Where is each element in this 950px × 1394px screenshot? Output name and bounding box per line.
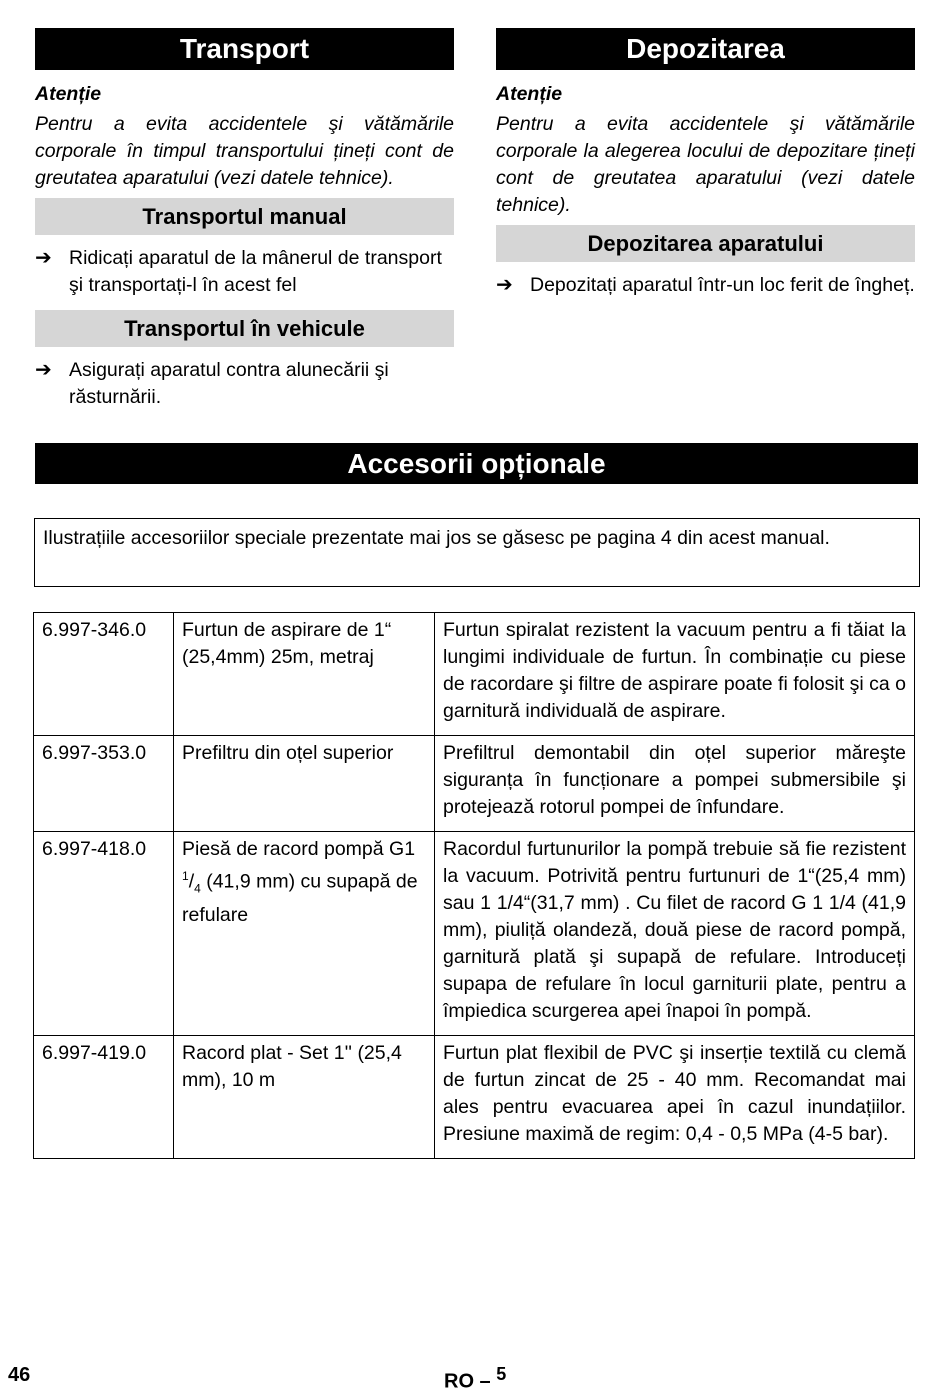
language-page-number: 5 [496, 1364, 507, 1384]
arrow-right-icon: ➔ [35, 247, 52, 269]
part-number: 6.997-419.0 [34, 1036, 174, 1159]
page-number: 46 [8, 1364, 31, 1386]
part-number: 6.997-346.0 [34, 613, 174, 736]
vehicle-transport-heading: Transportul în vehicule [35, 310, 454, 347]
device-storage-text: Depozitați aparatul într-un loc ferit de îngheț. [530, 274, 915, 296]
storage-attention-text: Pentru a evita accidentele şi vătămările corporale la alegerea locului de depozitare țineți cont de greutatea aparatului (vezi datele tehnice). [496, 113, 915, 216]
part-name: Piesă de racord pompă G1 $^1/_4$ (41,9 mm) cu supapă de refulare [174, 832, 435, 1036]
transport-attention-text: Pentru a evita accidentele şi vătămările corporale în timpul transportului țineți cont de greutatea aparatului (vezi datele tehnice). [35, 113, 454, 189]
part-number: 6.997-353.0 [34, 736, 174, 832]
part-name-suffix: (41,9 mm) cu supapă de refulare [182, 870, 418, 927]
part-description: Furtun spiralat rezistent la vacuum pentru a fi tăiat la lungimi individuale de furtun. În combinație cu piese de racordare şi filtre de aspirare poate fi folosit şi ca o garnitură individuală de aspirare. [435, 613, 915, 736]
storage-heading: Depozitarea [496, 28, 915, 70]
table-row [34, 736, 915, 832]
table-row [34, 832, 915, 1036]
arrow-right-icon: ➔ [35, 359, 52, 381]
part-name: Furtun de aspirare de 1“ (25,4mm) 25m, metraj [174, 613, 435, 736]
device-storage-step [496, 272, 915, 299]
language-page-label [444, 1364, 506, 1394]
part-number: 6.997-418.0 [34, 832, 174, 1036]
transport-heading: Transport [35, 28, 454, 70]
part-name: Racord plat - Set 1'' (25,4 mm), 10 m [174, 1036, 435, 1159]
device-storage-heading: Depozitarea aparatului [496, 225, 915, 262]
fraction-denominator: 4 [194, 881, 201, 896]
part-name-prefix: Piesă de racord pompă G1 [182, 838, 416, 860]
transport-attention-title: Atenție [35, 83, 102, 105]
transport-section [35, 28, 454, 422]
manual-transport-text: Ridicați aparatul de la mânerul de transport şi transportați-l în acest fel [69, 247, 442, 296]
table-row [34, 1036, 915, 1159]
part-description: Furtun plat flexibil de PVC şi inserție textilă cu clemă de furtun zincat de 25 - 40 mm. Recomandat mai ales pentru evacuarea apei în cazul inundațiilor. Presiune maximă de regim: 0,4 - 0,5 MPa (4-5 bar). [435, 1036, 915, 1159]
accessories-note: Ilustrațiile accesoriilor speciale prezentate mai jos se găsesc pe pagina 4 din acest manual. [34, 518, 920, 587]
manual-transport-step [35, 245, 454, 299]
part-description: Prefiltrul demontabil din oțel superior măreşte siguranța în funcționare a pompei submersibile şi protejează rotorul pompei de înfundare. [435, 736, 915, 832]
accessories-heading: Accesorii opționale [35, 443, 918, 484]
accessories-table [33, 612, 915, 1159]
part-name: Prefiltru din oțel superior [174, 736, 435, 832]
fraction-numerator: 1 [182, 869, 189, 883]
arrow-right-icon: ➔ [496, 274, 513, 296]
table-row [34, 613, 915, 736]
language-code: RO – [444, 1370, 491, 1393]
part-description: Racordul furtunurilor la pompă trebuie să fie rezistent la vacuum. Potrivită pentru furtunuri de 1“(25,4 mm) sau 1 1/4“(31,7 mm) . Cu filet de racord G 1 1/4 (41,9 mm), piuliță olandeză, două piese de racord pompă, garnitură plată şi supapă de refulare. Introduceți supapa de refulare în locul garniturii plate, pentru a împiedica scurgerea apei înapoi în pompă. [435, 832, 915, 1036]
storage-section [496, 28, 915, 310]
manual-transport-heading: Transportul manual [35, 198, 454, 235]
vehicle-transport-text: Asigurați aparatul contra alunecării şi răsturnării. [69, 359, 389, 408]
vehicle-transport-step [35, 357, 454, 411]
storage-attention-title: Atenție [496, 83, 563, 105]
